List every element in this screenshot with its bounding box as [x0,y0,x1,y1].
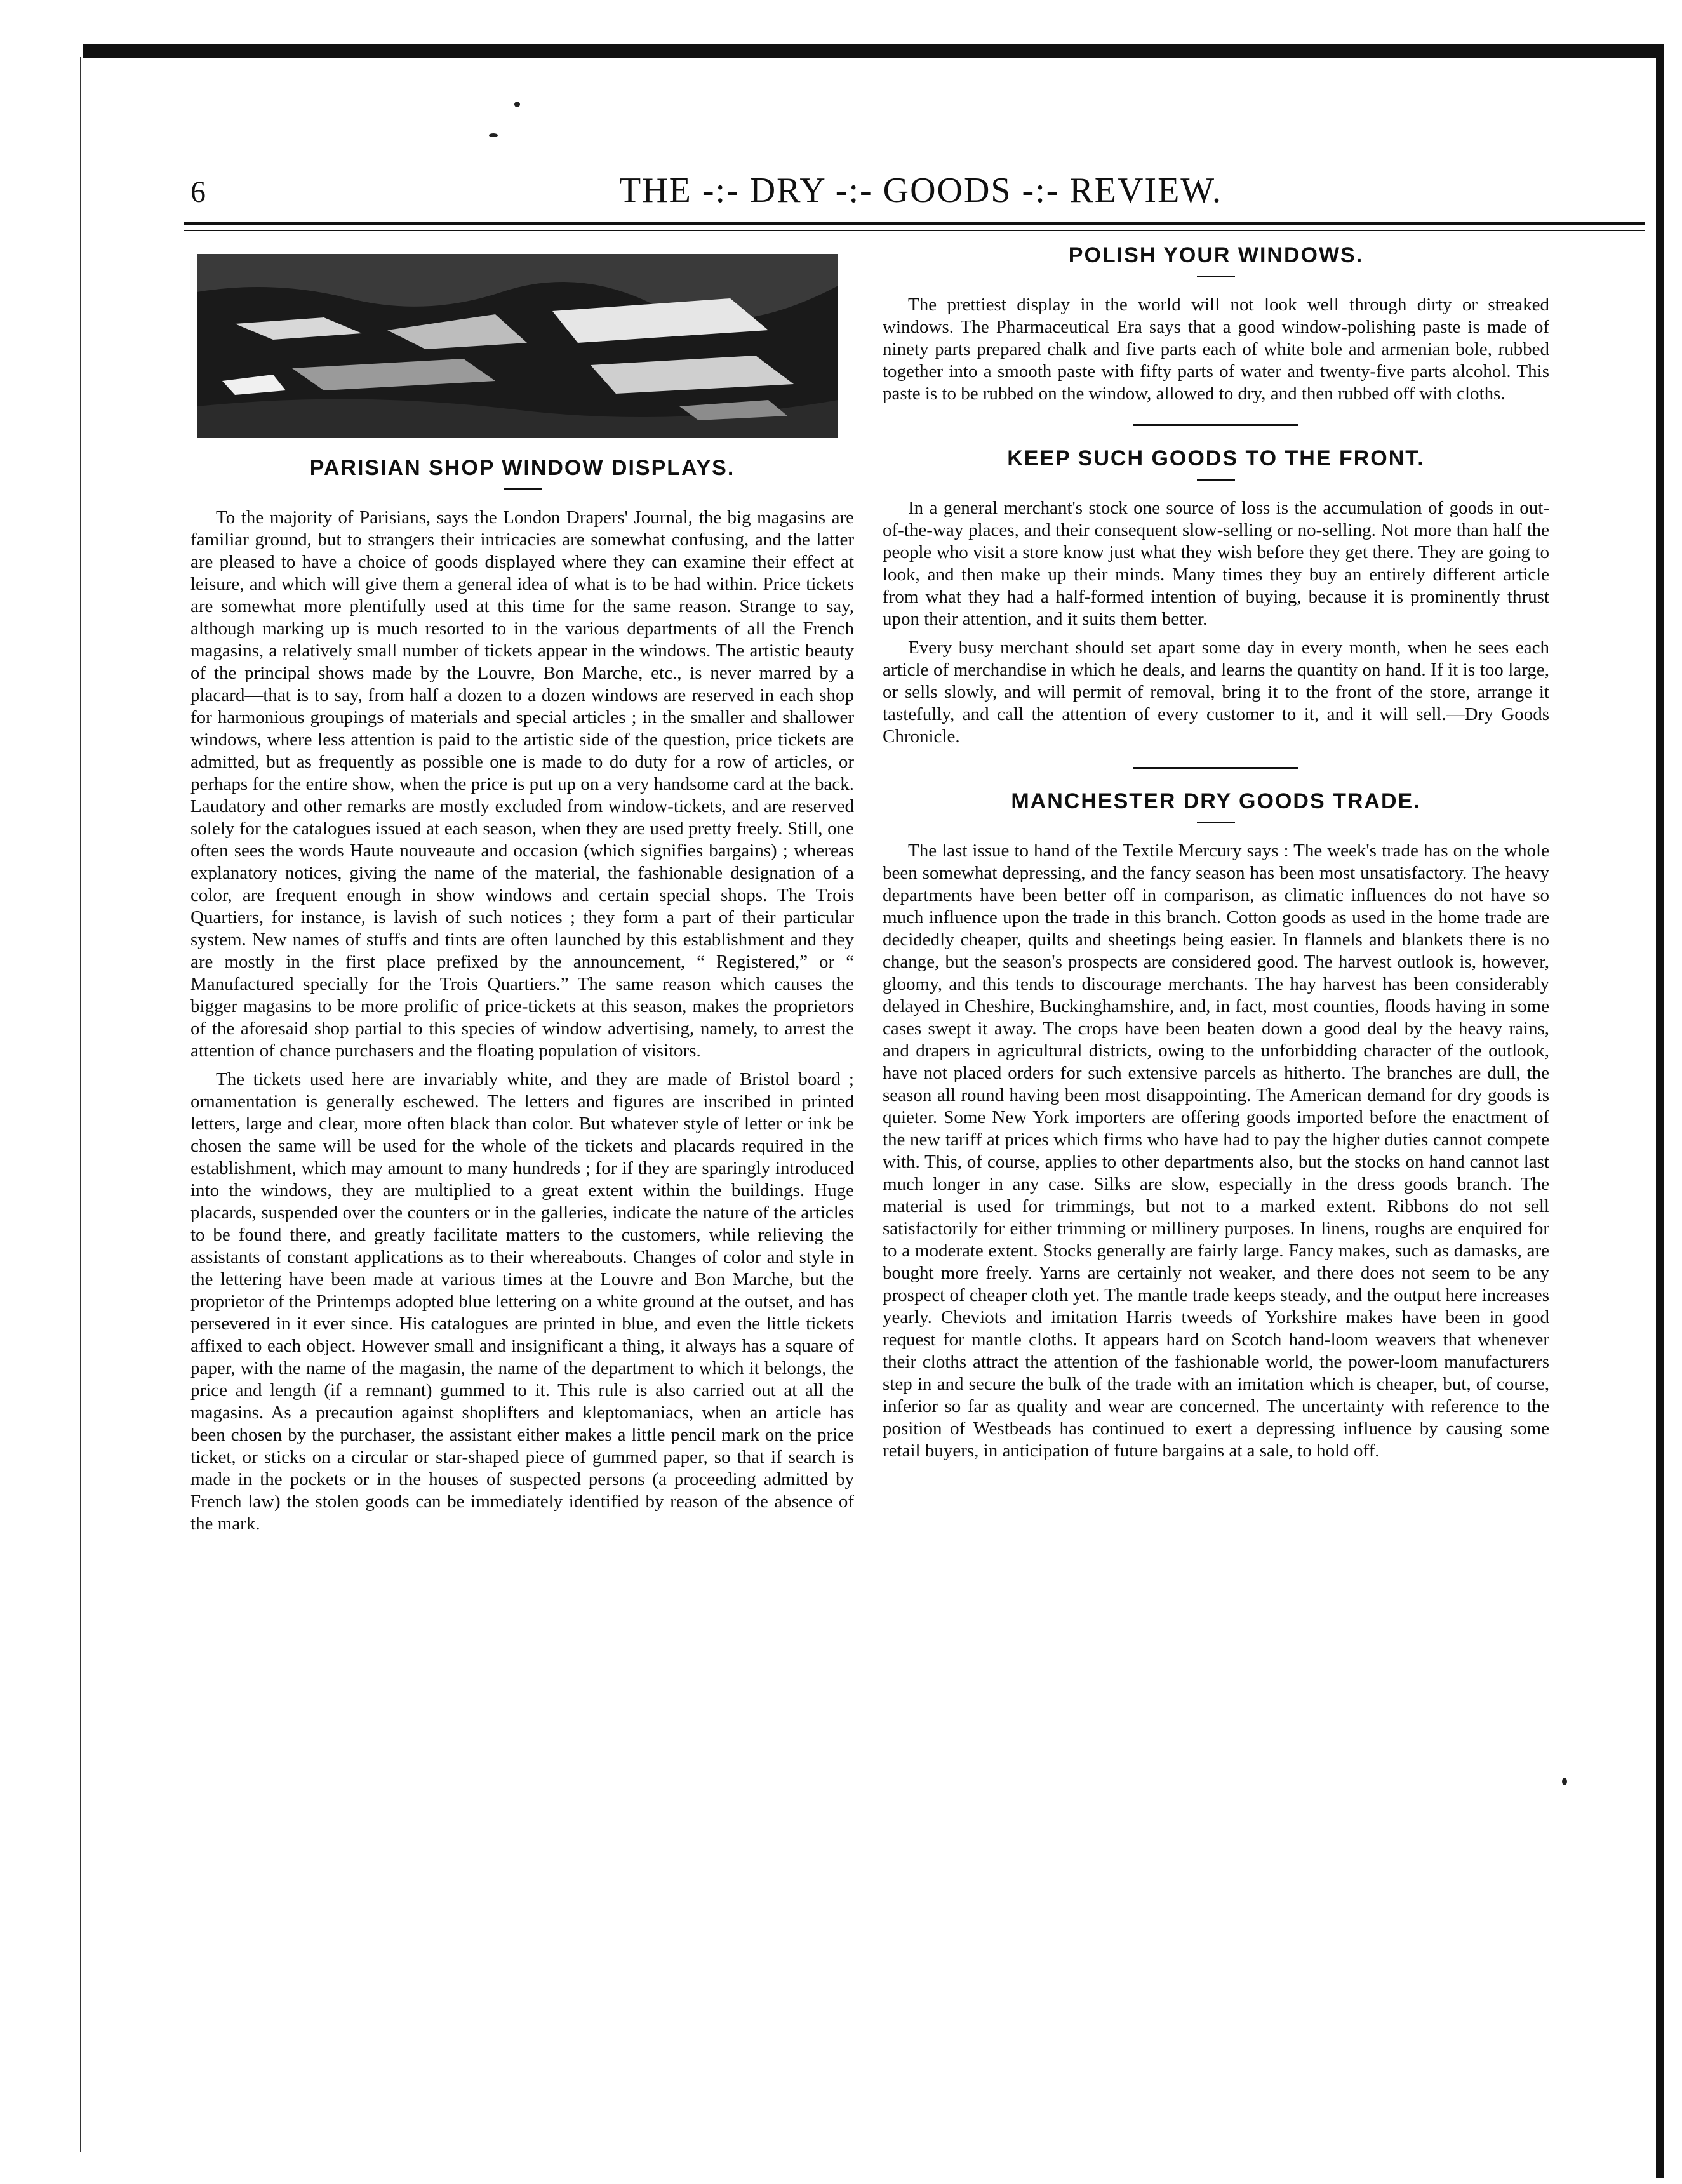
header-rule-thin [184,230,1645,231]
article-paragraph: The prettiest display in the world will not look well through dirty or streaked windows. The Pharmaceutical Era says that a good window-polishing paste is made of ninety parts prepared chalk and five parts each of white bole and armenian bole, rubbed together into a smooth paste with fifty parts of water and twenty-five parts alcohol. This paste is to be rubbed on the window, allowed to dry, and then rubbed off with cloths. [883,295,1549,404]
left-column [190,457,854,1541]
page-border-right [1656,44,1664,2178]
article-paragraph: In a general merchant's stock one source of loss is the accumulation of goods in out-of-the-way places, and their consequent slow-selling or no-selling. Not more than half the people who visit a store know just what they wish before they get there. They are going to look, and then make up their minds. Many times they buy an entirely different article from what they had a half-formed intention of buying, because it is prominently thrust upon their attention, and it suits them better. [883,498,1549,629]
scan-speck [1562,1778,1567,1785]
page-number: 6 [190,175,206,209]
page-border-top [83,44,1664,58]
article-paragraph: Every busy merchant should set apart some day in every month, when he sees each article of merchandise in which he deals, and learns the quantity on hand. If it is too large, or sells slowly, and will permit of removal, bring it to the front of the store, arrange it tastefully, and call the attention of every customer to it, and it will sell.—Dry Goods Chronicle. [883,637,1549,747]
page-title: THE -:- DRY -:- GOODS -:- REVIEW. [619,171,1222,210]
heading-dash [1197,479,1235,481]
section-separator [1133,767,1298,769]
right-column [883,244,1549,1468]
header-rule [184,222,1645,225]
section-separator [1133,424,1298,426]
article-heading-keep-goods: KEEP SUCH GOODS TO THE FRONT. [1007,446,1425,470]
article-paragraph: The last issue to hand of the Textile Mercury says : The week's trade has on the whole been somewhat depressing, and the fancy season has been most unsatisfactory. The heavy departments have been better off in comparison, as climatic influences do not have so much influence upon the trade in this branch. Cotton goods as used in the home trade are decidedly cheaper, quilts and sheetings being easier. In flannels and blankets there is no change, but the season's prospects are considered good. The harvest outlook is, however, gloomy, and this tends to discourage merchants. The hay harvest has been considerably delayed in Cheshire, Buckinghamshire, and, in fact, most counties, floods having in some cases swept it away. The crops have been beaten down a good deal by the heavy rains, and drapers in agricultural districts, owing to the unforbidding character of the outlook, have not placed orders for such extensive parcels as hitherto. The branches are dull, the season all round having been most disappointing. The American demand for dry goods is quieter. Some New York importers are offering goods imported before the enactment of the new tariff at prices which firms who have had to pay the higher duties cannot compete with. This, of course, applies to other departments also, but the stocks on hand cannot last much longer in any case. Silks are slow, especially in the dress goods branch. The material is used for trimmings, but not to a marked extent. Ribbons do not sell satisfactorily for either trimming or millinery purposes. In linens, roughs are enquired for to a moderate extent. Stocks generally are fairly large. Fancy makes, such as damasks, are bought more freely. Yarns are certainly not weaker, and there does not seem to be any prospect of cheaper cloth yet. The mantle trade keeps steady, and the output here increases yearly. Cheviots and imitation Harris tweeds of Yorkshire makes have been in good request for mantle cloths. It appears hard on Scotch hand-loom weavers that whenever their cloths attract the attention of the fashionable world, the power-loom manufacturers step in and secure the bulk of the trade with an imitation which is cheaper, but, of course, inferior so far as quality and wear are concerned. The uncertainty with reference to the position of Westbeads has continued to exert a depressing influence by causing some retail buyers, in anticipation of future bargains at a sale, to hold off. [883,841,1549,1461]
article-paragraph: The tickets used here are invariably white, and they are made of Bristol board ; ornamentation is generally eschewed. The letters and figures are inscribed in printed letters, large and clear, more often black than color. But whatever style of letter or ink be chosen the same will be used for the whole of the tickets and placards required in the establishment, which may amount to many hundreds ; for if they are sparingly introduced into the windows, they are multiplied to a great extent within the buildings. Huge placards, suspended over the counters or in the galleries, indicate the nature of the articles to be found there, and greatly facilitate matters to the customers, while relieving the assistants of constant applications as to their whereabouts. Changes of color and style in the lettering have been made at various times at the Louvre and Bon Marche, but the proprietor of the Printemps adopted blue lettering on a white ground at the outset, and has persevered in it ever since. His catalogues are printed in blue, and even the little tickets affixed to each object. However small and insignificant a thing, it always has a square of paper, with the name of the magasin, the name of the department to which it belongs, the price and length (if a remnant) gummed to it. This rule is also carried out at all the magasins. As a precaution against shoplifters and kleptomaniacs, when an article has been chosen by the purchaser, the assistant either makes a little pencil mark on the price ticket, or sticks on a circular or star-shaped piece of gummed paper, so that if search is made in the pockets or in the houses of suspected persons (a proceeding admitted by French law) the stolen goods can be immediately identified by reason of the absence of the mark. [190,1069,854,1534]
article-heading-polish: POLISH YOUR WINDOWS. [1068,243,1364,267]
article-heading-parisian: PARISIAN SHOP WINDOW DISPLAYS. [309,456,735,480]
engraved-illustration [197,254,838,438]
page-border-left [80,57,81,2152]
heading-dash [1197,822,1235,823]
scan-speck [514,102,520,107]
heading-dash [1197,276,1235,277]
article-paragraph: To the majority of Parisians, says the London Drapers' Journal, the big magasins are familiar ground, but to strangers their intricacies are somewhat confusing, and the latter are pleased to have a choice of goods displayed where they can examine their effect at leisure, and which will give them a general idea of what is to be had within. Price tickets are somewhat more plentifully used at this time for the same reason. Strange to say, although marking up is much resorted to in the various departments of all the French magasins, a relatively small number of tickets appear in the windows. The artistic beauty of the principal shows made by the Louvre, Bon Marche, etc., is never marred by a placard—that is to say, from half a dozen to a dozen windows are reserved in each shop for harmonious groupings of materials and special articles ; in the smaller and shallower windows, where less attention is paid to the artistic side of the question, price tickets are admitted, but as frequently as possible one is made to do duty for a row of articles, or perhaps for the entire show, when the price is put up on a very handsome card at the back. Laudatory and other remarks are mostly excluded from window-tickets, and are reserved solely for the catalogues issued at each season, when they are used pretty freely. Still, one often sees the words Haute nouveaute and occasion (which signifies bargains) ; whereas explanatory notices, giving the name of the material, the fashionable designation of a color, are frequent enough in show windows and certain special shops. The Trois Quartiers, for instance, is lavish of such notices ; they form a part of their particular system. New names of stuffs and tints are often launched by this establishment and they are mostly in the first place prefixed by the announcement, “ Registered,” or “ Manufactured specially for the Trois Quartiers.” The same reason which causes the bigger magasins to be more prolific of price-tickets at this season, makes the proprietors of the aforesaid shop partial to this species of window advertising, namely, to arrest the attention of chance purchasers and the floating population of visitors. [190,507,854,1061]
heading-dash [504,488,542,490]
scan-speck [489,133,498,137]
article-heading-manchester: MANCHESTER DRY GOODS TRADE. [1011,789,1421,813]
